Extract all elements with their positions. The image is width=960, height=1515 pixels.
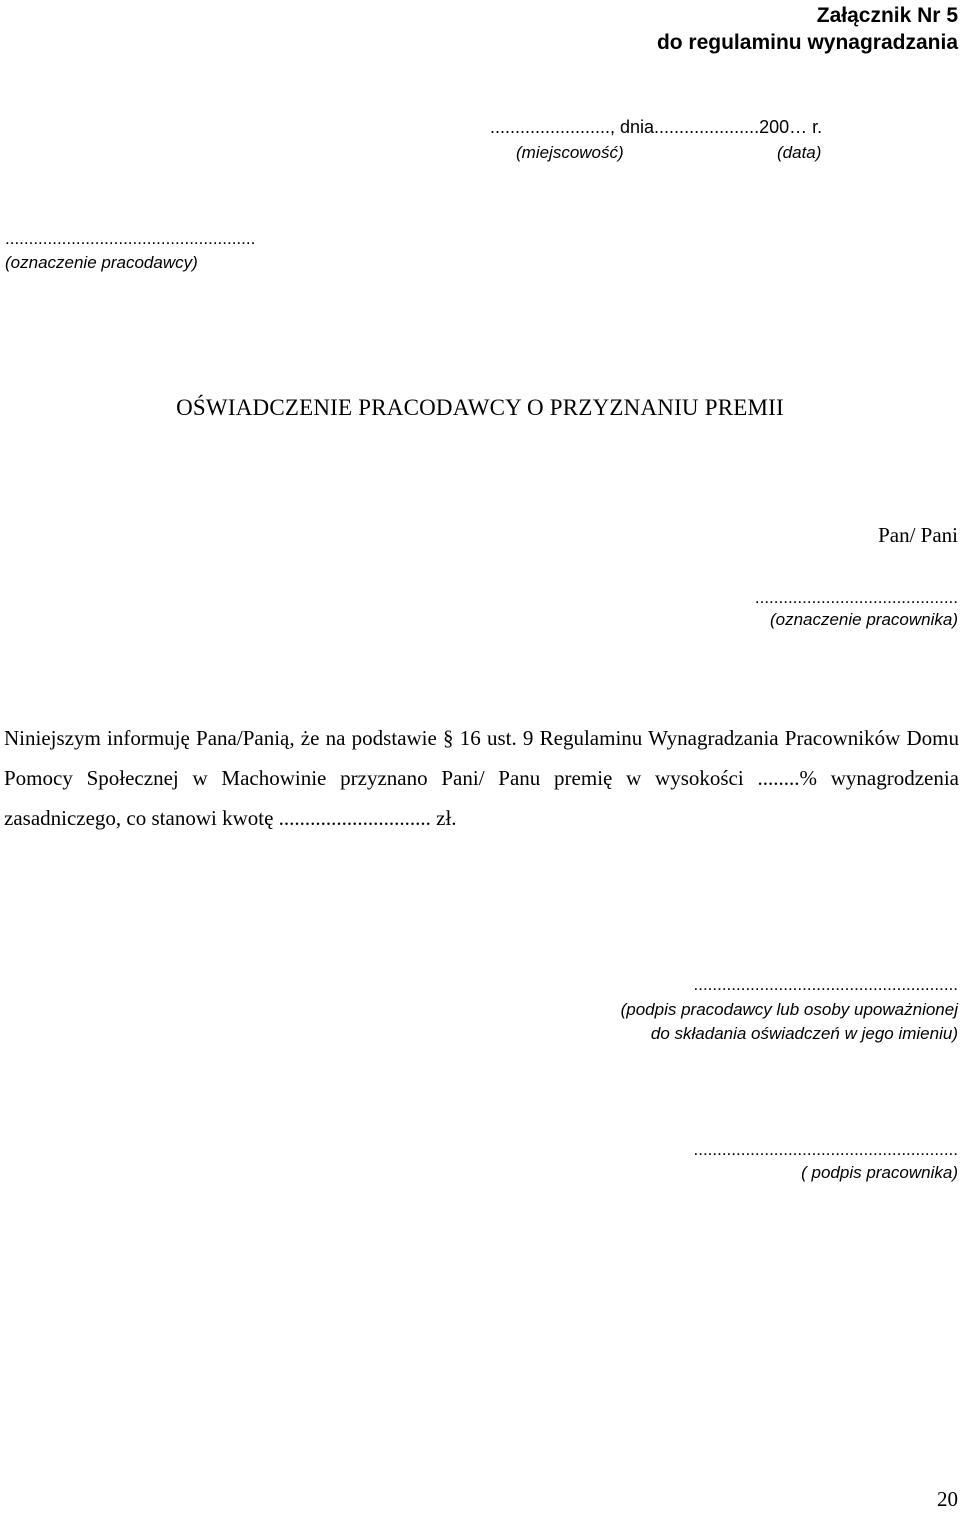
addressee-salutation: Pan/ Pani xyxy=(878,523,958,547)
employee-signature-line: ........................................................ xyxy=(693,1140,958,1159)
document-title: OŚWIADCZENIE PRACODAWCY O PRZYZNANIU PREMII xyxy=(176,395,784,420)
employer-label: (oznaczenie pracodawcy) xyxy=(5,253,198,272)
employer-dotted-line: ..................................................... xyxy=(5,229,256,248)
annex-number: Załącznik Nr 5 xyxy=(816,4,958,27)
employer-signature-label-line2: do składania oświadczeń w jego imieniu) xyxy=(650,1024,958,1043)
annex-heading xyxy=(657,2,958,56)
date-label: (data) xyxy=(777,143,822,162)
place-date-line: ........................, dnia.....................200… r. xyxy=(490,117,823,137)
employer-signature-label xyxy=(621,998,958,1046)
annex-subtitle: do regulaminu wynagradzania xyxy=(656,31,958,54)
employer-signature-line: ........................................................ xyxy=(693,975,958,994)
place-label: (miejscowość) xyxy=(516,143,624,162)
page-number: 20 xyxy=(937,1487,958,1511)
statement-body: Niniejszym informuję Pana/Panią, że na podstawie § 16 ust. 9 Regulaminu Wynagradzania Pracowników Domu Pomocy Społecznej w Machowinie przyznano Pani/ Panu premię w wysokości ........% wynagrodzenia zasadniczego, co stanowi kwotę ............................. zł. xyxy=(4,726,959,830)
employee-label: (oznaczenie pracownika) xyxy=(769,610,958,629)
employee-signature-label: ( podpis pracownika) xyxy=(801,1163,958,1182)
employee-dotted-line: ........................................... xyxy=(754,588,958,607)
employer-signature-label-line1: (podpis pracodawcy lub osoby upoważnionej xyxy=(620,1000,958,1019)
